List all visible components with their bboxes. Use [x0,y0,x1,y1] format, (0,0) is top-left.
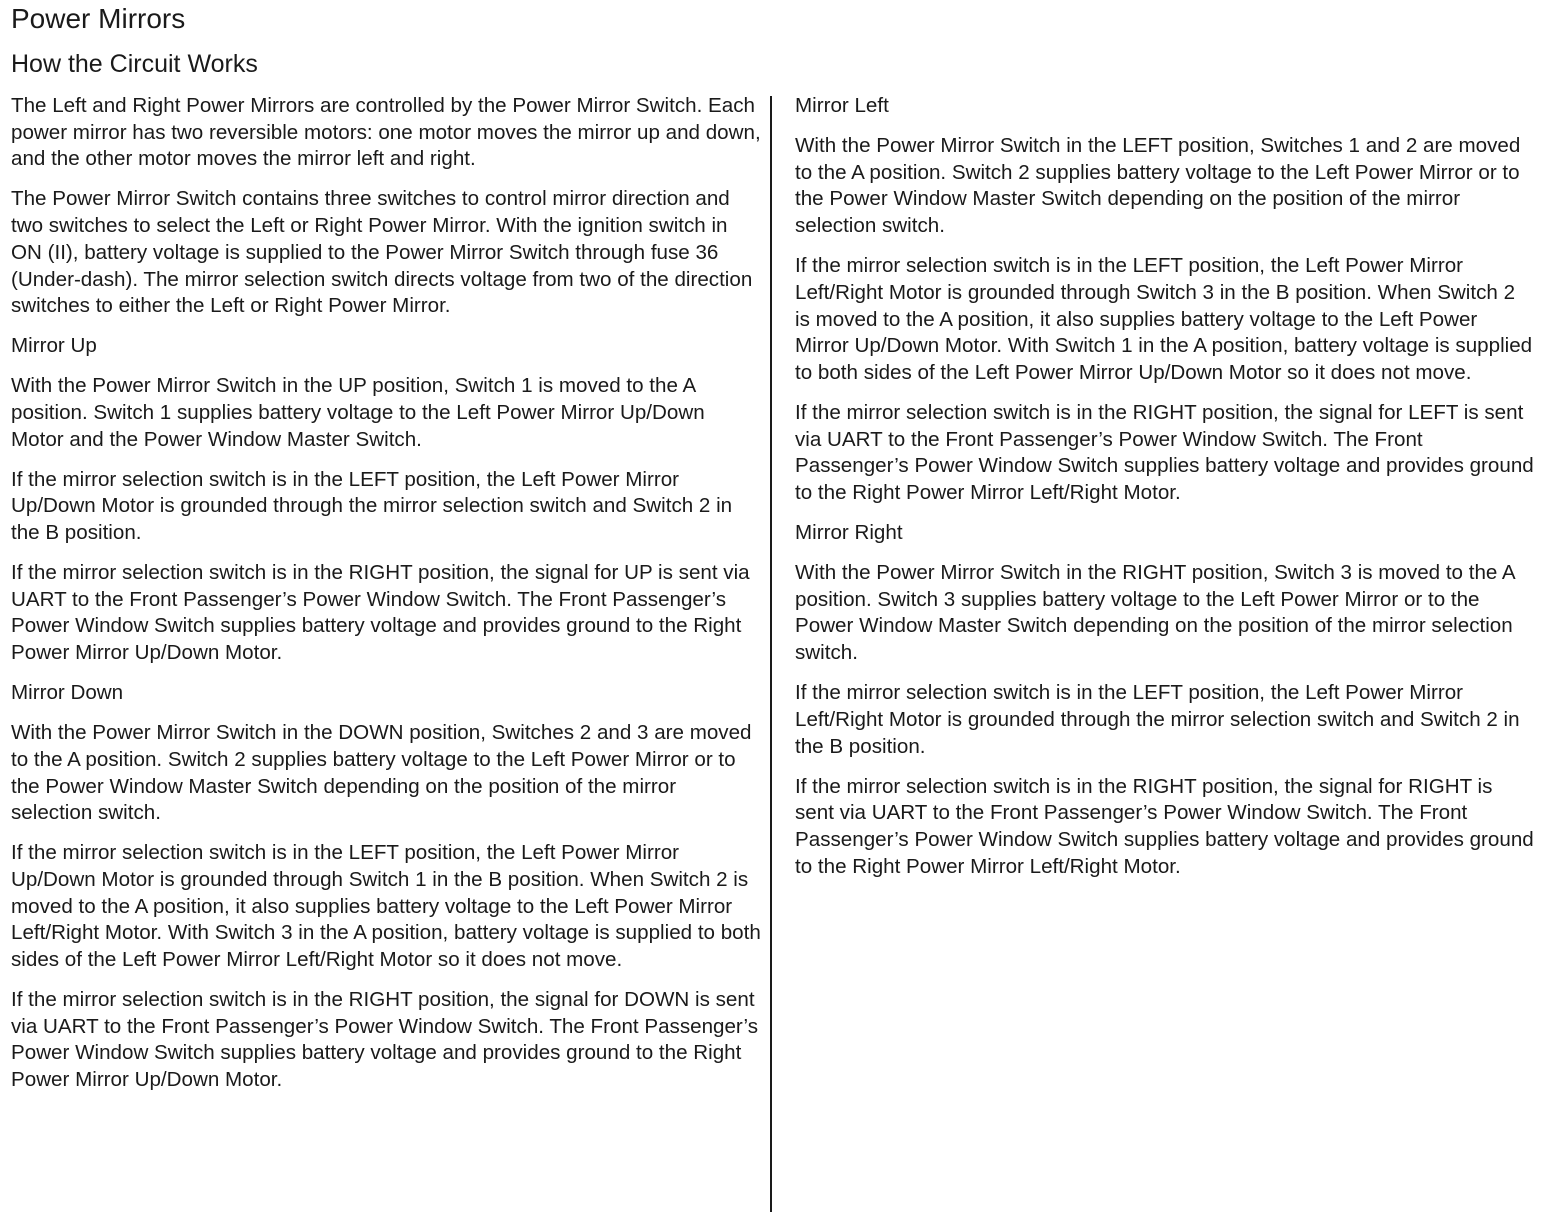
section-heading: Mirror Left [795,94,889,117]
section-heading: Mirror Up [11,334,97,358]
body-paragraph: If the mirror selection switch is in the RIGHT position, the signal for RIGHT is sent via UART to the Front Passenger’s Power Window Switch. The Front Passenger’s Power Window Switch supplies battery voltage and provides ground to the Right Power Mirror Left/Right Motor. [795,774,1534,878]
column-divider [770,96,772,1212]
body-paragraph: If the mirror selection switch is in the RIGHT position, the signal for DOWN is sent via UART to the Front Passenger’s Power Window Switch. The Front Passenger’s Power Window Switch supplies battery voltage and provides ground to the Right Power Mirror Up/Down Motor. [11,988,759,1092]
body-paragraph: With the Power Mirror Switch in the LEFT position, Switches 1 and 2 are moved to the A position. Switch 2 supplies battery voltage to the Left Power Mirror or to the Power Window Master Switch depending on the position of the mirror selection switch. [795,134,1521,238]
body-paragraph: If the mirror selection switch is in the LEFT position, the Left Power Mirror Up/Down Motor is grounded through Switch 1 in the B position. When Switch 2 is moved to the A position, it also supplies battery voltage to the Left Power Mirror Left/Right Motor. With Switch 3 in the A position, battery voltage is supplied to both sides of the Left Power Mirror Left/Right Motor so it does not move. [11,841,761,972]
intro-paragraph: The Power Mirror Switch contains three switches to control mirror direction and two switches to select the Left or Right Power Mirror. With the ignition switch in ON (II), battery voltage is supplied to the Power Mirror Switch through fuse 36 (Under-dash). The mirror selection switch directs voltage from two of the direction switches to either the Left or Right Power Mirror. [11,187,753,318]
body-paragraph: If the mirror selection switch is in the LEFT position, the Left Power Mirror Up/Down Motor is grounded through the mirror selection switch and Switch 2 in the B position. [11,467,733,545]
body-paragraph: If the mirror selection switch is in the LEFT position, the Left Power Mirror Left/Right Motor is grounded through the mirror selection switch and Switch 2 in the B position. [795,681,1520,758]
left-column [11,93,761,1107]
body-paragraph: If the mirror selection switch is in the LEFT position, the Left Power Mirror Left/Right Motor is grounded through Switch 3 in the B position. When Switch 2 is moved to the A position, it also supplies battery voltage to the Left Power Mirror Up/Down Motor. With Switch 1 in the A position, battery voltage is supplied to both sides of the Left Power Mirror Up/Down Motor so it does not move. [795,254,1533,384]
section-heading: Mirror Right [795,521,903,545]
section-heading: Mirror Down [11,681,124,705]
body-paragraph: With the Power Mirror Switch in the UP position, Switch 1 is moved to the A position. Switch 1 supplies battery voltage to the Left Power Mirror Up/Down Motor and the Power Window Master Switch. [11,374,705,451]
body-paragraph: With the Power Mirror Switch in the DOWN position, Switches 2 and 3 are moved to the A position. Switch 2 supplies battery voltage to the Left Power Mirror or to the Power Window Master Switch depending on the position of the mirror selection switch. [11,721,752,825]
section-mirror-up [11,333,761,667]
body-paragraph: With the Power Mirror Switch in the RIGHT position, Switch 3 is moved to the A position. Switch 3 supplies battery voltage to the Left Power Mirror or to the Power Window Master Switch depending on the position of the mirror selection switch. [795,561,1515,665]
section-mirror-left [795,93,1535,507]
body-paragraph: If the mirror selection switch is in the RIGHT position, the signal for LEFT is sent via UART to the Front Passenger’s Power Window Switch. The Front Passenger’s Power Window Switch supplies battery voltage and provides ground to the Right Power Mirror Left/Right Motor. [795,400,1534,505]
section-mirror-right [795,520,1535,880]
page-subtitle: How the Circuit Works [11,50,258,78]
right-column [795,93,1535,894]
section-mirror-down [11,680,761,1094]
body-paragraph: If the mirror selection switch is in the RIGHT position, the signal for UP is sent via UART to the Front Passenger’s Power Window Switch. The Front Passenger’s Power Window Switch supplies battery voltage and provides ground to the Right Power Mirror Up/Down Motor. [11,561,750,665]
page-title: Power Mirrors [11,3,186,34]
intro-paragraph: The Left and Right Power Mirrors are controlled by the Power Mirror Switch. Each power mirror has two reversible motors: one motor moves the mirror up and down, and the other motor moves the mirror left and right. [11,94,761,171]
